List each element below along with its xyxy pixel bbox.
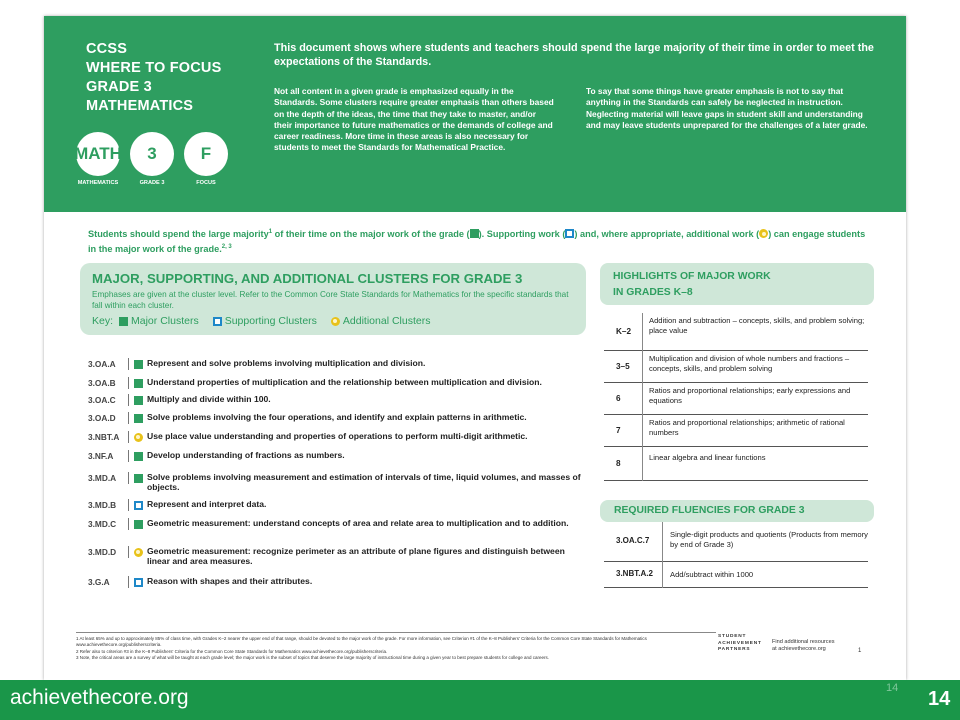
additional-circle-icon (759, 229, 768, 238)
cluster-type-marker (131, 412, 145, 423)
highlights-column-divider (642, 351, 643, 383)
highlights-description: Ratios and proportional relationships; arithmetic of rational numbers (649, 418, 845, 437)
key-additional-label: Additional Clusters (342, 315, 431, 327)
highlights-grade: 6 (616, 394, 621, 403)
cluster-divider (128, 472, 129, 484)
partners-logo-line: ACHIEVEMENT (718, 640, 762, 646)
fluency-description: Single-digit products and quotients (Products from memory by end of Grade 3) (670, 530, 868, 549)
highlights-row (604, 313, 868, 351)
header-banner (44, 16, 906, 212)
legend-key (92, 315, 430, 327)
cluster-divider (128, 576, 129, 588)
fluency-code: 3.NBT.A.2 (616, 569, 653, 578)
cluster-row (88, 394, 588, 406)
major-square-icon (134, 414, 143, 423)
cluster-row (88, 377, 588, 389)
title-line: WHERE TO FOCUS (86, 60, 222, 76)
fluencies-column-divider (662, 522, 663, 562)
major-square-icon (134, 360, 143, 369)
cluster-description: Solve problems involving the four operations, and identify and explain patterns in arithmetic. (147, 412, 527, 422)
partners-logo (718, 634, 762, 654)
title-line: GRADE 3 (86, 79, 152, 95)
intro-text: Students should spend the large majority (88, 229, 269, 239)
cluster-row (88, 546, 588, 567)
title-line: CCSS (86, 41, 128, 57)
document-title (86, 40, 221, 116)
cluster-row (88, 518, 588, 530)
major-square-icon (134, 474, 143, 483)
cluster-divider (128, 450, 129, 462)
key-major (119, 315, 199, 327)
cluster-row (88, 472, 588, 493)
cluster-divider (128, 377, 129, 389)
cluster-row (88, 358, 588, 370)
cluster-type-marker (131, 576, 145, 587)
cluster-row (88, 499, 588, 511)
cluster-code: 3.MD.B (88, 500, 117, 510)
major-square-icon (134, 379, 143, 388)
key-major-label: Major Clusters (131, 315, 199, 327)
cluster-divider (128, 358, 129, 370)
cluster-code: 3.MD.D (88, 547, 117, 557)
cluster-code: 3.OA.A (88, 359, 116, 369)
cluster-type-marker (131, 394, 145, 405)
cluster-description: Geometric measurement: recognize perimeter as an attribute of plane figures and distinguish between linear and area measures. (147, 546, 565, 567)
cluster-description: Geometric measurement: understand concepts of area and relate area to multiplication and to addition. (147, 518, 569, 528)
partners-logo-line: PARTNERS (718, 647, 751, 653)
resources-note-line: Find additional resources (772, 639, 835, 645)
intro-text: of their time on the major work of the grade ( (272, 229, 470, 239)
cluster-row (88, 431, 588, 443)
cluster-divider (128, 518, 129, 530)
cluster-code: 3.OA.D (88, 413, 116, 423)
cluster-type-marker (131, 450, 145, 461)
highlights-title-line: IN GRADES K–8 (613, 286, 693, 298)
cluster-row (88, 450, 588, 462)
document-page (44, 16, 906, 680)
highlights-header-box (600, 263, 874, 305)
grade-badge: 3 (130, 132, 174, 176)
highlights-column-divider (642, 313, 643, 351)
major-square-icon (134, 396, 143, 405)
highlights-row (604, 383, 868, 415)
highlights-description: Linear algebra and linear functions (649, 453, 766, 462)
additional-circle-icon (134, 433, 143, 442)
highlights-description: Ratios and proportional relationships; early expressions and equations (649, 386, 851, 405)
cluster-type-marker (131, 358, 145, 369)
additional-circle-icon (331, 317, 340, 326)
highlights-row (604, 447, 868, 481)
slide-number: 14 (928, 688, 951, 710)
cluster-description: Multiply and divide within 100. (147, 394, 271, 404)
key-supporting (213, 315, 317, 327)
highlights-grade: 3–5 (616, 362, 630, 371)
cluster-type-marker (131, 377, 145, 388)
footnote-divider (76, 632, 716, 633)
cluster-description: Solve problems involving measurement and estimation of intervals of time, liquid volumes, and masses of objects. (147, 472, 581, 493)
clusters-header-box (80, 263, 586, 335)
focus-badge: F (184, 132, 228, 176)
major-square-icon (134, 452, 143, 461)
cluster-type-marker (131, 499, 145, 510)
highlights-column-divider (642, 383, 643, 415)
cluster-type-marker (131, 518, 145, 529)
key-label: Key: (92, 315, 114, 327)
major-square-icon (119, 317, 128, 326)
intro-paragraph-right: To say that some things have greater emphasis is not to say that anything in the Standards can safely be neglected in instruction. Neglecting material will leave gaps in student skill and understanding and may leave students unprepared for the challenges of a later grade. (586, 86, 868, 130)
highlights-column-divider (642, 447, 643, 481)
key-supporting-label: Supporting Clusters (224, 315, 317, 327)
additional-circle-icon (134, 548, 143, 557)
fluency-code: 3.OA.C.7 (616, 536, 650, 545)
cluster-description: Understand properties of multiplication and the relationship between multiplication and division. (147, 377, 542, 387)
highlights-grade: 8 (616, 459, 621, 468)
resources-note (772, 639, 835, 653)
lead-statement: This document shows where students and teachers should spend the large majority of their time in order to meet the expectations of the Standards. (274, 42, 874, 68)
fluencies-header-box (600, 500, 874, 522)
highlights-title-line: HIGHLIGHTS OF MAJOR WORK (613, 271, 771, 282)
supporting-square-icon (213, 317, 222, 326)
highlights-grade: K–2 (616, 327, 632, 336)
intro-paragraph-left: Not all content in a given grade is emphasized equally in the Standards. Some clusters require greater emphasis than others based on the depth of the ideas, the time that they take to master, and/or their importance to future mathematics or the demands of college and career readiness. More time in these areas is also necessary for students to meet the Standards for Mathematical Practice. (274, 86, 554, 153)
highlights-description: Addition and subtraction – concepts, skills, and problem solving; place value (649, 316, 865, 335)
math-badge-caption: MATHEMATICS (77, 180, 119, 186)
intro-text: ). Supporting work ( (478, 229, 566, 239)
intro-text: ) and, where appropriate, additional work ( (574, 229, 760, 239)
cluster-description: Develop understanding of fractions as numbers. (147, 450, 345, 460)
cluster-divider (128, 499, 129, 511)
cluster-description: Represent and solve problems involving multiplication and division. (147, 358, 426, 368)
cluster-code: 3.OA.C (88, 395, 116, 405)
footnote: 1 At least 65% and up to approximately 85% of class time, with Grades K–2 nearer the upper end of that range, should be devoted to the major work of the grade. For more information, see Criterion #1 of the K–8 Publishers' Criteria for the Common Core State Standards for Mathematics www.achievethecore.org/publisherscriteria. (76, 636, 647, 648)
footnote-ref: 1 (268, 229, 273, 235)
fluency-description: Add/subtract within 1000 (670, 570, 754, 579)
cluster-type-marker (131, 546, 145, 557)
document-page-number: 1 (858, 648, 862, 654)
cluster-type-marker (131, 431, 145, 442)
cluster-divider (128, 546, 129, 558)
cluster-description: Reason with shapes and their attributes. (147, 576, 313, 586)
cluster-divider (128, 412, 129, 424)
fluencies-row (604, 562, 868, 588)
fluencies-title: REQUIRED FLUENCIES FOR GRADE 3 (614, 505, 805, 516)
cluster-code: 3.NF.A (88, 451, 114, 461)
cluster-divider (128, 431, 129, 443)
title-line: MATHEMATICS (86, 98, 194, 114)
supporting-square-icon (134, 501, 143, 510)
cluster-description: Represent and interpret data. (147, 499, 267, 509)
highlights-row (604, 351, 868, 383)
footnote: 2 Refer also to criterion #3 in the K–8 Publishers' Criteria for the Common Core State Standards for Mathematics www.achievethecore.org/publisherscriteria. (76, 648, 388, 654)
footnotes (76, 636, 716, 662)
focus-badge-caption: FOCUS (196, 180, 216, 186)
highlights-title (613, 269, 771, 300)
clusters-title: MAJOR, SUPPORTING, AND ADDITIONAL CLUSTERS FOR GRADE 3 (92, 271, 523, 286)
major-square-icon (470, 229, 479, 238)
fluencies-row (604, 522, 868, 562)
major-square-icon (134, 520, 143, 529)
footnote-ref: 2, 3 (221, 243, 232, 250)
resources-note-line: at achievethecore.org (772, 646, 826, 652)
highlights-row (604, 415, 868, 447)
cluster-divider (128, 394, 129, 406)
grade-badge-caption: GRADE 3 (139, 180, 165, 186)
partners-logo-line: STUDENT (718, 634, 747, 639)
faded-page-number: 14 (886, 682, 899, 694)
math-badge: MATH (76, 132, 120, 176)
key-additional (331, 315, 431, 327)
highlights-column-divider (642, 415, 643, 447)
cluster-code: 3.MD.C (88, 519, 117, 529)
cluster-code: 3.OA.B (88, 378, 116, 388)
time-allocation-statement (88, 226, 874, 255)
fluencies-column-divider (662, 562, 663, 588)
clusters-subtitle: Emphases are given at the cluster level. Refer to the Common Core State Standards for Mathematics for the specific standards that fall within each cluster. (92, 290, 569, 310)
highlights-description: Multiplication and division of whole numbers and fractions – concepts, skills, and problem solving (649, 354, 850, 373)
cluster-row (88, 576, 588, 588)
cluster-description: Use place value understanding and properties of operations to perform multi-digit arithmetic. (147, 431, 528, 441)
cluster-code: 3.MD.A (88, 473, 117, 483)
cluster-type-marker (131, 472, 145, 483)
intro-text: ) can engage students in the major work of the grade. (88, 229, 866, 254)
supporting-square-icon (134, 578, 143, 587)
highlights-grade: 7 (616, 426, 621, 435)
cluster-code: 3.G.A (88, 577, 110, 587)
cluster-code: 3.NBT.A (88, 432, 120, 442)
cluster-row (88, 412, 588, 424)
site-url: achievethecore.org (10, 686, 189, 709)
footnote: 3 Note, the critical areas are a survey of what will be taught at each grade level; the major work is the subset of topics that deserve the large majority of instructional time during a given year to best prepare students for college and careers. (76, 655, 549, 661)
